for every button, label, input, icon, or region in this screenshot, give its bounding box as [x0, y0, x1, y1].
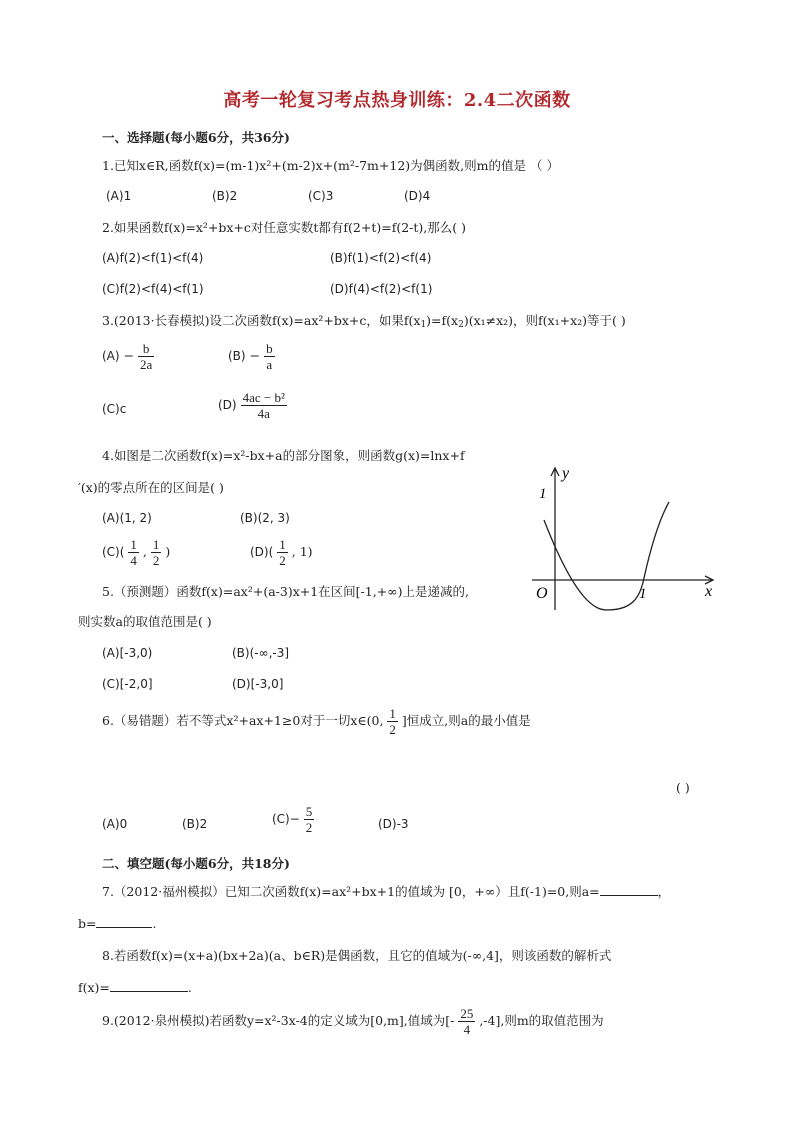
question-8-line-2: f(x)= . — [78, 980, 192, 995]
page-title: 高考一轮复习考点热身训练：2.4二次函数 — [223, 90, 571, 111]
x-tick-label: 1 — [639, 586, 647, 602]
q6-answer-paren: ( ) — [676, 780, 690, 795]
q2-option-b: (B)f(1)<f(2)<f(4) — [330, 251, 432, 265]
q4-option-d: (D)( $\frac{1}{2}$ , 1) — [250, 537, 313, 568]
question-8-line-1: 8.若函数f(x)=(x+a)(bx+2a)(a、b∈R)是偶函数，且它的值域为(-∞,4]，则该函数的解析式 — [102, 948, 612, 963]
q3-text-post: )(x₁≠x₂)，则f(x₁+x₂)等于( ) — [463, 313, 626, 328]
parabola-curve — [544, 502, 669, 610]
q5-option-d: (D)[-3,0] — [232, 677, 284, 691]
q4-option-a: (A)(1, 2) — [102, 511, 152, 525]
question-7-line-2: b= . — [78, 916, 157, 931]
q3-option-b: (B) − $\frac{b}{a}$ — [228, 341, 273, 372]
q1-option-c: (C)3 — [308, 189, 334, 203]
question-4-line-1: 4.如图是二次函数f(x)=x²-bx+a的部分图象，则函数g(x)=lnx+f — [102, 448, 465, 463]
section-heading-fill-in: 二、填空题(每小题6分，共18分) — [102, 856, 290, 871]
origin-label: O — [536, 585, 548, 602]
q3-option-c: (C)c — [102, 402, 127, 416]
question-6: 6.（易错题）若不等式x²+ax+1≥0对于一切x∈(0, $\frac{1}{2}$ ]恒成立,则a的最小值是 — [102, 706, 531, 737]
q6-option-d: (D)-3 — [378, 817, 409, 831]
parabola-figure — [522, 460, 722, 620]
question-5-line-2: 则实数a的取值范围是( ) — [78, 614, 212, 629]
q6-option-b: (B)2 — [182, 817, 208, 831]
question-4-line-2: ′(x)的零点所在的区间是( ) — [78, 480, 224, 495]
q1-option-a: (A)1 — [106, 189, 132, 203]
question-9: 9.(2012·泉州模拟)若函数y=x²-3x-4的定义域为[0,m],值域为[- $\frac{25}{4}$ ,-4],则m的取值范围为 — [102, 1006, 604, 1037]
q5-option-a: (A)[-3,0) — [102, 646, 153, 660]
q2-option-a: (A)f(2)<f(1)<f(4) — [102, 251, 204, 265]
q4-option-b: (B)(2, 3) — [240, 511, 290, 525]
q3-text-pre: 3.(2013·长春模拟)设二次函数f(x)=ax²+bx+c，如果f(x — [102, 313, 421, 328]
y-axis-label: y — [562, 465, 570, 482]
q2-option-d: (D)f(4)<f(2)<f(1) — [330, 282, 433, 296]
q8-blank[interactable] — [110, 991, 188, 992]
q3-option-d: (D) $\frac{\text{4ac − b²}}{4a}$ — [218, 390, 285, 421]
question-5-line-1: 5.（预测题）函数f(x)=ax²+(a-3)x+1在区间[-1,+∞)上是递减的, — [102, 584, 469, 599]
q3-option-a: (A) − $\frac{b}{2a}$ — [102, 341, 153, 372]
y-tick-label: 1 — [539, 486, 547, 502]
q4-option-c: (C)( $\frac{1}{4}$ , $\frac{1}{2}$ ) — [102, 537, 171, 568]
q7-blank-b[interactable] — [96, 927, 152, 928]
question-7-line-1: 7.（2012·福州模拟）已知二次函数f(x)=ax²+bx+1的值域为 [0，+∞）且f(-1)=0,则a= ， — [102, 884, 671, 899]
q2-option-c: (C)f(2)<f(4)<f(1) — [102, 282, 204, 296]
section-heading-choice: 一、选择题(每小题6分，共36分) — [102, 130, 290, 145]
q5-option-c: (C)[-2,0] — [102, 677, 153, 691]
q1-option-d: (D)4 — [404, 189, 431, 203]
q7-blank-a[interactable] — [600, 895, 658, 896]
q6-option-c: (C)− $\frac{5}{2}$ — [272, 804, 313, 835]
q6-option-a: (A)0 — [102, 817, 128, 831]
x-axis-label: x — [705, 583, 713, 600]
question-3: 3.(2013·长春模拟)设二次函数f(x)=ax²+bx+c，如果$f(x_1)=f(x_2)(x_1\ne x_2)$，则f(x₁+x₂)等于( ) — [102, 313, 626, 330]
question-2: 2.如果函数f(x)=x²+bx+c对任意实数t都有f(2+t)=f(2-t),那么( ) — [102, 220, 466, 235]
question-1: 1.已知x∈R,函数f(x)=(m-1)x²+(m-2)x+(m²-7m+12)为偶函数,则m的值是 （ ） — [102, 158, 559, 173]
q5-option-b: (B)(-∞,-3] — [232, 646, 290, 660]
q1-option-b: (B)2 — [212, 189, 238, 203]
